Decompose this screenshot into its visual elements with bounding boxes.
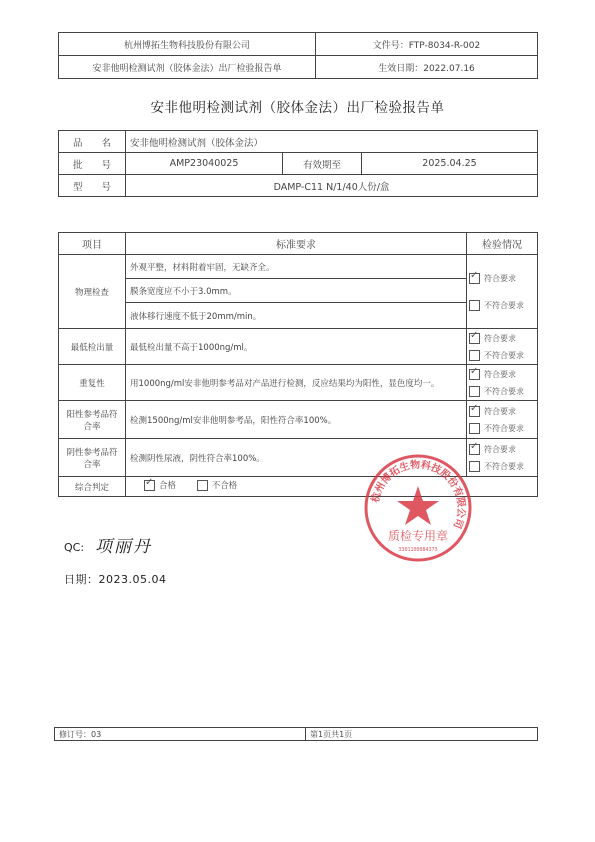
- conclusion-pass-label: 合格: [159, 481, 177, 492]
- company-name: 杭州博拓生物科技股份有限公司: [59, 33, 316, 56]
- pass-checkbox[interactable]: [469, 406, 480, 417]
- physical-item: 物理检查: [59, 255, 126, 329]
- conclusion-fail-label: 不合格: [211, 481, 238, 492]
- positive-req: 检测1500ng/ml安非他明参考品，阳性符合率100%。: [126, 401, 467, 439]
- quality-stamp: [362, 452, 474, 564]
- doc-number: 文件号：FTP-8034-R-002: [316, 33, 538, 56]
- footer-table: [54, 727, 538, 741]
- physical-result: ✓ 符合要求 不符合要求: [467, 255, 538, 329]
- pass-checkbox[interactable]: [469, 273, 480, 284]
- expiry-label: 有效期至: [283, 153, 362, 175]
- qc-label: QC:: [64, 541, 85, 554]
- fail-checkbox[interactable]: [469, 300, 480, 311]
- conclusion-pass-checkbox[interactable]: [144, 480, 155, 491]
- page-number: 第1页共1页: [306, 728, 538, 741]
- physical-req-2: 膜条宽度应不小于3.0mm。: [126, 279, 467, 303]
- product-label: 品 名: [59, 131, 126, 153]
- effective-date: 生效日期：2022.07.16: [316, 56, 538, 79]
- fail-checkbox[interactable]: [469, 423, 480, 434]
- col-std-header: 标准要求: [126, 233, 467, 255]
- expiry-value: 2025.04.25: [362, 153, 538, 175]
- fail-checkbox[interactable]: [469, 350, 480, 361]
- pass-checkbox[interactable]: [469, 369, 480, 380]
- positive-item: 阳性参考品符合率: [59, 401, 126, 439]
- negative-req: 检测阴性尿液，阴性符合率100%。: [126, 439, 467, 477]
- qc-signature: 项丽丹: [95, 537, 152, 557]
- positive-result: ✓ 符合要求 不符合要求: [467, 401, 538, 439]
- model-label: 型 号: [59, 175, 126, 197]
- stamp-code: 3301100084373: [398, 547, 438, 553]
- physical-req-3: 液体移行速度不低于20mm/min。: [126, 303, 467, 329]
- col-result-header: 检验情况: [467, 233, 538, 255]
- repeat-req: 用1000ng/ml安非他明参考品对产品进行检测，反应结果均为阳性，显色度均一。: [126, 365, 467, 401]
- conclusion-item: 综合判定: [59, 477, 126, 497]
- product-value: 安非他明检测试剂（胶体金法）: [126, 131, 538, 153]
- lod-result: ✓ 符合要求 不符合要求: [467, 329, 538, 365]
- repeat-item: 重复性: [59, 365, 126, 401]
- negative-result: ✓ 符合要求 不符合要求: [467, 439, 538, 477]
- col-item-header: 项目: [59, 233, 126, 255]
- conclusion-options: [126, 477, 538, 497]
- physical-req-1: 外观平整，材料附着牢固，无缺齐全。: [126, 255, 467, 279]
- repeat-result: ✓ 符合要求 不符合要求: [467, 365, 538, 401]
- revision-number: 修订号：03: [55, 728, 306, 741]
- stamp-ring-text: 杭州博拓生物科技股份有限公司: [370, 459, 467, 530]
- product-info-table: [58, 130, 538, 197]
- stamp-center-text: 质检专用章: [387, 529, 449, 543]
- report-date: 日期：2023.05.04: [64, 573, 167, 586]
- batch-label: 批 号: [59, 153, 126, 175]
- negative-item: 阴性参考品符合率: [59, 439, 126, 477]
- stamp-seal-icon: [362, 452, 474, 564]
- lod-item: 最低检出量: [59, 329, 126, 365]
- batch-value: AMP23040025: [126, 153, 283, 175]
- model-value: DAMP-C11 N/1/40人份/盒: [126, 175, 538, 197]
- lod-req: 最低检出量不高于1000ng/ml。: [126, 329, 467, 365]
- page-title: 安非他明检测试剂（胶体金法）出厂检验报告单: [150, 100, 445, 116]
- conclusion-fail-checkbox[interactable]: [197, 480, 208, 491]
- header-table: [58, 32, 538, 79]
- form-name: 安非他明检测试剂（胶体金法）出厂检验报告单: [59, 56, 316, 79]
- fail-checkbox[interactable]: [469, 386, 480, 397]
- pass-checkbox[interactable]: [469, 333, 480, 344]
